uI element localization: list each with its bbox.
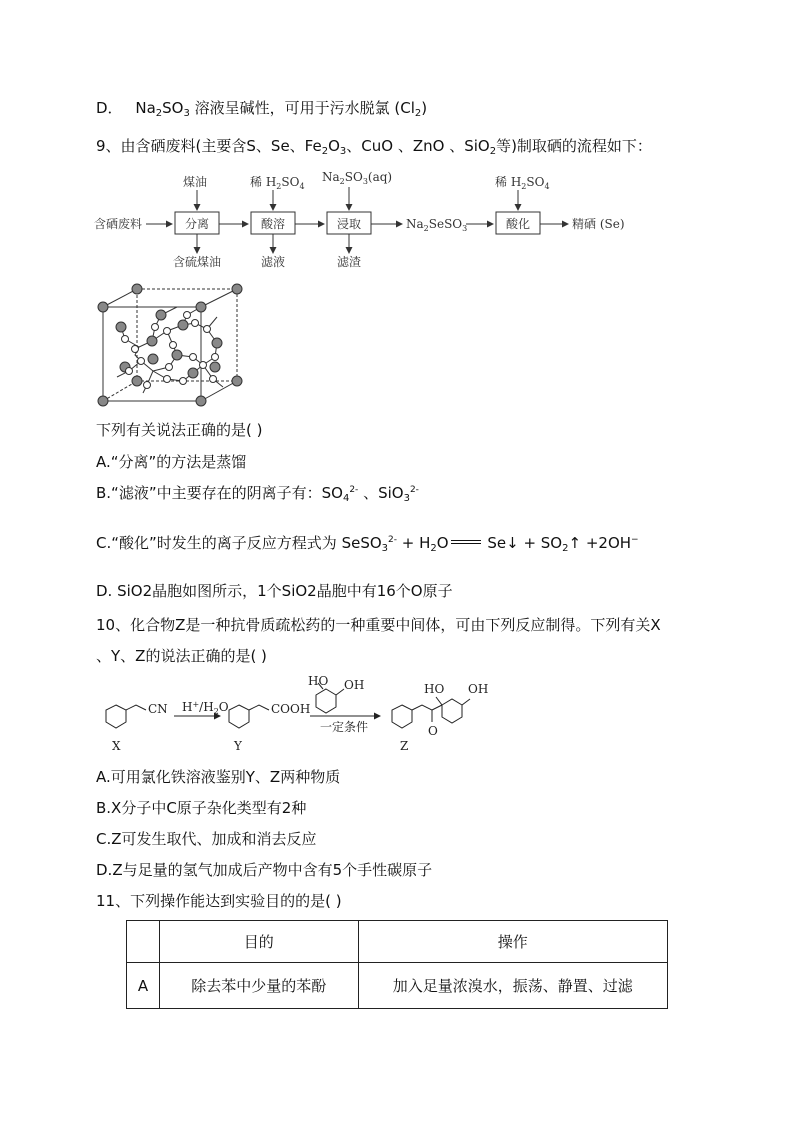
silicate-ion: SiO$_3^{2-}$ [378, 484, 419, 504]
q9-option-d: D. SiO2晶胞如图所示，1个SiO2晶胞中有16个O原子 [96, 582, 453, 600]
flow-box-separate: 分离 [185, 217, 210, 231]
table-cell: A [127, 963, 160, 1009]
compound-y-label: Y [234, 739, 242, 753]
q8-d-label: D． [96, 99, 123, 117]
flow-output-sulfur-kerosene: 含硫煤油 [173, 255, 222, 269]
table-header-cell: 目的 [159, 921, 358, 963]
flow-end: 精硒 (Se) [572, 217, 625, 231]
flow-input-h2so4-2: 稀 $H_2SO_4$ [495, 175, 550, 191]
q9-stem [96, 136, 652, 156]
condition-h-label: $H^+/H_2O$ [182, 700, 229, 716]
table-header-cell: 操作 [358, 921, 667, 963]
table-header-row [127, 921, 668, 963]
q9-option-c-text: C.“酸化”时发生的离子反应方程式为 [96, 534, 337, 552]
flow-input-kerosene: 煤油 [183, 175, 208, 189]
flow-output-filtrate: 滤液 [261, 255, 286, 269]
q9-stem-part-3: 等)制取硒的流程如下： [496, 137, 652, 155]
q9-option-c [96, 533, 639, 553]
table-cell: 加入足量浓溴水，振荡、静置、过滤 [358, 963, 667, 1009]
z-o-label: O [428, 724, 438, 738]
resorcinol-oh-label: OH [344, 678, 365, 692]
flow-output-residue: 滤渣 [337, 255, 362, 269]
selenium-flowchart [90, 165, 650, 275]
q9-option-b: B.“滤液”中主要存在的阴离子有：$SO_4^{2-}$ 、SiO$_3^{2-}$ [96, 484, 419, 504]
na2so3-formula: $Na_2SO_3$ [135, 99, 190, 119]
q10-stem-line-1: 10、化合物Z是一种抗骨质疏松药的一种重要中间体，可由下列反应制得。下列有关X [96, 616, 661, 634]
q10-stem-line-2: 、Y、Z的说法正确的是( ) [96, 647, 267, 665]
q10-option-c: C.Z可发生取代、加成和消去反应 [96, 830, 317, 848]
flow-input-h2so4-1: 稀 $H_2SO_4$ [250, 175, 305, 191]
q8-option-d [96, 98, 427, 118]
q9-stem-part-2: 、CuO 、ZnO 、 [346, 137, 465, 155]
table-header-cell [127, 921, 160, 963]
table-row [127, 963, 668, 1009]
fe2o3-formula: $Fe_2O_3$ [304, 137, 347, 157]
ion-equation: SeSO$_3^{2-}$ + $H_2O$ Se↓ + $SO_2↑ +2OH^-$ [336, 534, 639, 554]
q9-prompt: 下列有关说法正确的是( ) [96, 421, 263, 439]
q10-option-d: D.Z与足量的氢气加成后产物中含有5个手性碳原子 [96, 861, 433, 879]
flow-box-leach: 浸取 [337, 217, 362, 231]
sio2-unit-cell-diagram [95, 283, 250, 408]
z-ho-label: HO [424, 682, 445, 696]
x-cn-label: CN [148, 702, 168, 716]
q10-option-b: B.X分子中C原子杂化类型有2种 [96, 799, 307, 817]
compound-z-label: Z [400, 739, 409, 753]
cl2-formula: $(Cl_2)$ [394, 99, 428, 119]
flow-box-acid: 酸溶 [261, 217, 286, 231]
flow-intermediate: $Na_2SeSO_3$ [406, 217, 468, 233]
q11-stem: 11、下列操作能达到实验目的的是( ) [96, 892, 342, 910]
y-cooh-label: COOH [271, 702, 311, 716]
flow-start: 含硒废料 [94, 217, 143, 231]
flow-input-na2so3: $Na_2SO_3(aq)$ [322, 170, 393, 186]
z-oh-label: OH [468, 682, 489, 696]
flow-box-acidify: 酸化 [506, 217, 531, 231]
q11-table [126, 920, 668, 1009]
sulfate-ion: $SO_4^{2-}$ [321, 484, 359, 504]
q9-option-a: A.“分离”的方法是蒸馏 [96, 453, 247, 471]
condition-2-label: 一定条件 [320, 720, 369, 734]
q10-option-a: A.可用氯化铁溶液鉴别Y、Z两种物质 [96, 768, 341, 786]
q9-stem-part-1: 9、由含硒废料(主要含S、Se、 [96, 137, 305, 155]
compound-x-label: X [112, 739, 121, 753]
q8-d-text: 溶液呈碱性，可用于污水脱氯 [194, 99, 390, 117]
sio2-formula: SiO$_2$ [464, 137, 497, 157]
q9-option-b-text: B.“滤液”中主要存在的阴离子有： [96, 484, 322, 502]
table-cell: 除去苯中少量的苯酚 [159, 963, 358, 1009]
resorcinol-ho-label: HO [308, 675, 329, 688]
reaction-scheme [96, 675, 516, 757]
